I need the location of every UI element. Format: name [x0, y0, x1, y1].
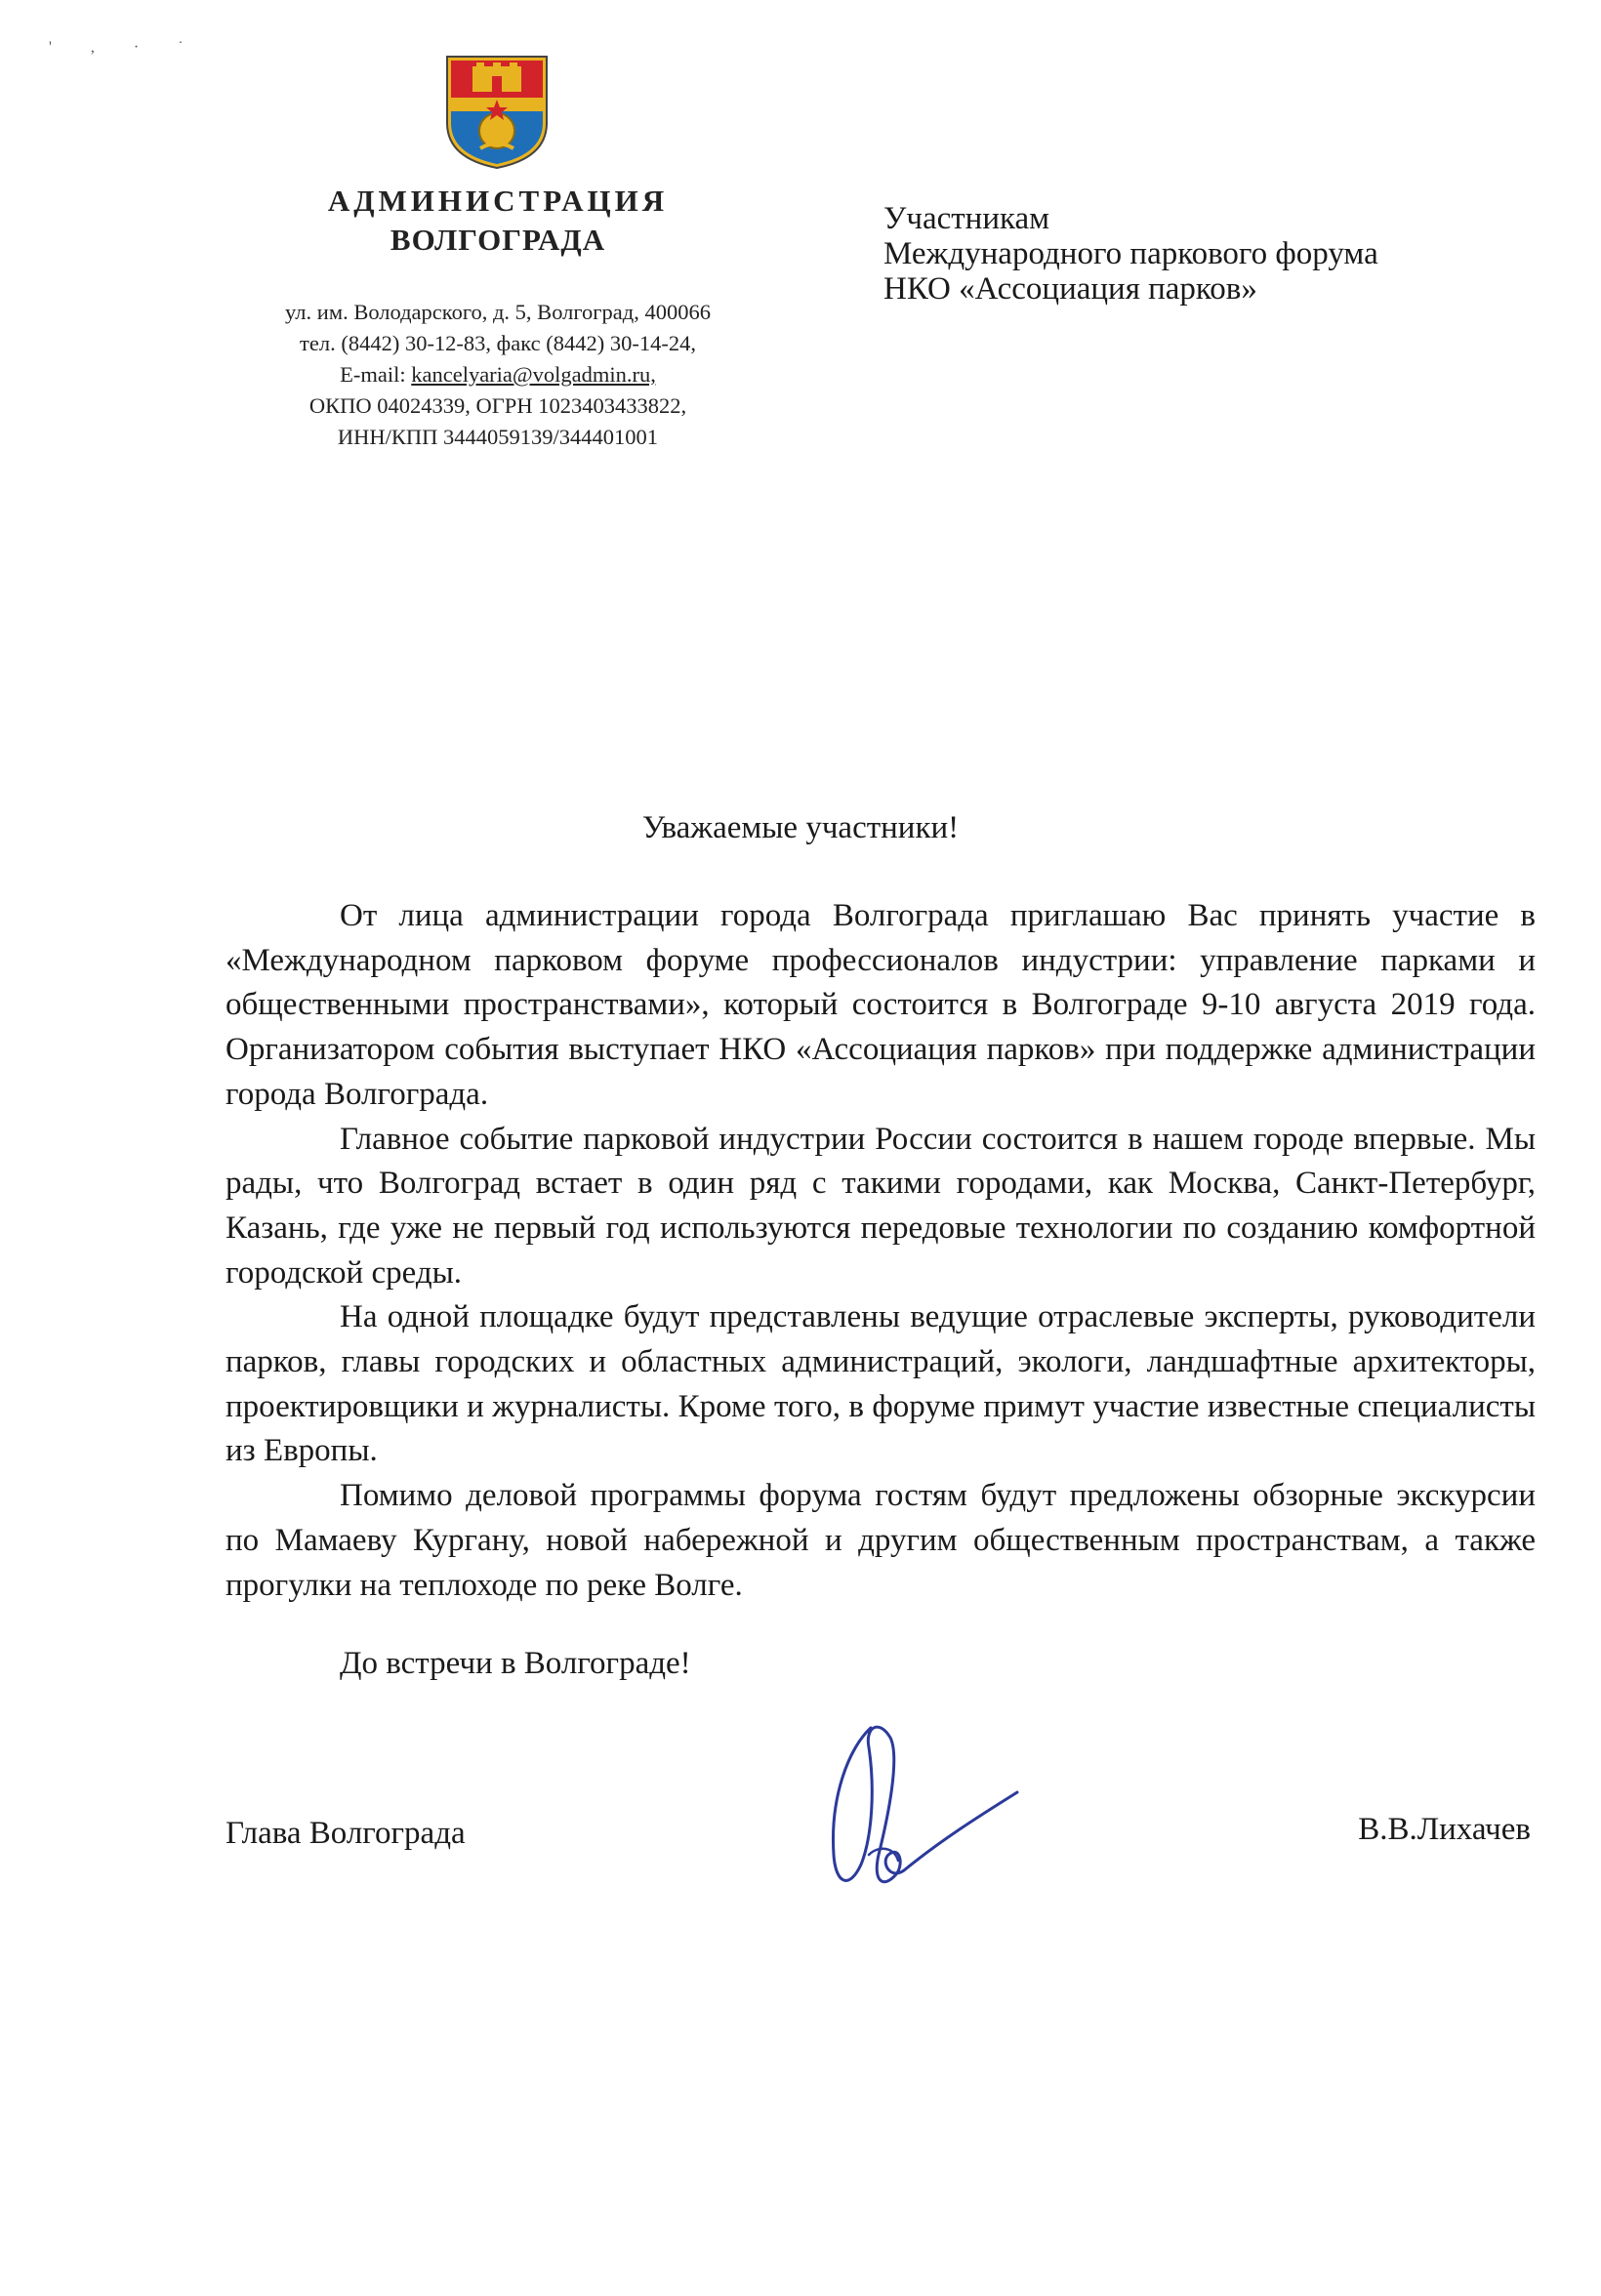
paragraph: Главное событие парковой индустрии России состоится в нашем городе впервые. Мы рады, что Волгоград встает в один ряд с такими городами, как Москва, Санкт-Петербург, Казань, где уже не первый год используются передовые технологии по созданию комфортной городской среды. — [226, 1121, 1536, 1291]
org-line-2: ВОЛГОГРАДА — [390, 223, 606, 257]
signer-name: В.В.Лихачев — [1358, 1812, 1531, 1847]
letter-body — [226, 894, 1536, 1608]
signer-title: Глава Волгограда — [226, 1816, 466, 1851]
okpo-ogrn-line: ОКПО 04024339, ОГРН 1023403433822, — [308, 393, 687, 418]
greeting: Уважаемые участники! — [641, 810, 960, 845]
paragraph: Помимо деловой программы форума гостям будут предложены обзорные экскурсии по Мамаеву Кургану, новой набережной и другим общественным пространствам, а также прогулки на теплоходе по реке Волге. — [226, 1478, 1536, 1603]
inn-kpp-line: ИНН/КПП 3444059139/344401001 — [337, 425, 659, 449]
addressee-line-2: Международного паркового форума — [883, 236, 1378, 271]
paragraph: От лица администрации города Волгограда приглашаю Вас принять участие в «Международном парковом форуме профессионалов индустрии: управление парками и общественными пространствами», который состоится в Волгограде 9-10 августа 2019 года. Организатором события выступает НКО «Ассоциация парков» при поддержке администрации города Волгограда. — [226, 898, 1536, 1112]
paragraph: На одной площадке будут представлены ведущие отраслевые эксперты, руководители парков, главы городских и областных администраций, экологи, ландшафтные архитекторы, проектировщики и журналисты. Кроме того, в форуме примут участие известные специалисты из Европы. — [226, 1299, 1536, 1469]
email-link[interactable]: kancelyaria@volgadmin.ru, — [411, 362, 656, 387]
addressee-block — [883, 201, 1508, 307]
address-line: ул. им. Володарского, д. 5, Волгоград, 400066 — [285, 300, 711, 324]
farewell: До встречи в Волгограде! — [340, 1646, 691, 1681]
email-line — [195, 359, 800, 390]
email-label: E-mail: — [340, 362, 412, 387]
addressee-line-3: НКО «Ассоциация парков» — [883, 271, 1257, 307]
phone-line: тел. (8442) 30-12-83, факс (8442) 30-14-24, — [300, 331, 696, 355]
org-line-1: АДМИНИСТРАЦИЯ — [327, 184, 669, 218]
addressee-line-1: Участникам — [883, 201, 1050, 236]
coat-of-arms-icon — [443, 53, 551, 170]
scan-specks: ' , · ˙ — [49, 39, 201, 56]
organization-name — [254, 182, 742, 260]
contact-block — [195, 297, 800, 453]
handwritten-signature — [810, 1708, 1035, 1904]
